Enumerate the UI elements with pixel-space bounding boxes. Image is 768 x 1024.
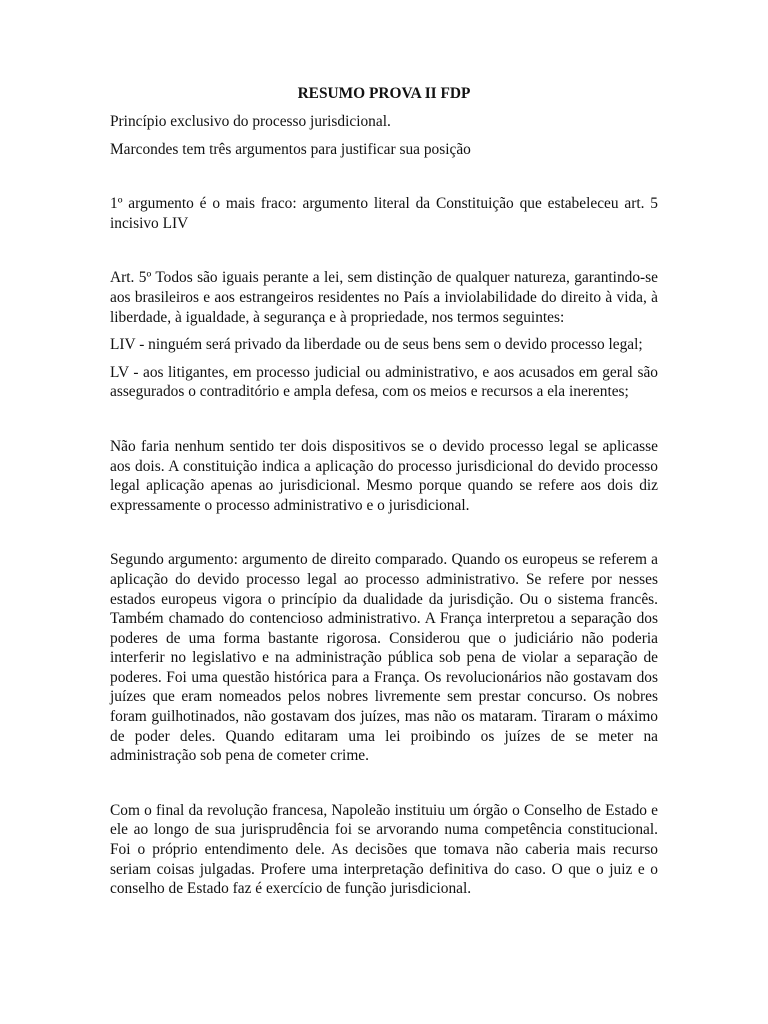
paragraph-no-sense: Não faria nenhum sentido ter dois dispositivos se o devido processo legal se aplicasse aos dois. A constituição indica a aplicação do processo jurisdicional do devido processo legal aplicação apenas ao jurisdicional. Mesmo porque quando se refere aos dois diz expressamente o processo administrativo e o jurisdicional. (110, 437, 658, 514)
paragraph-inciso-lv: LV - aos litigantes, em processo judicial ou administrativo, e aos acusados em geral são assegurados o contraditório e ampla defesa, com os meios e recursos a ela inerentes; (110, 363, 658, 401)
paragraph-second-argument: Segundo argumento: argumento de direito comparado. Quando os europeus se referem a aplicação do devido processo legal ao processo administrativo. Se refere por nesses estados europeus vigora o princípio da dualidade da jurisdição. Ou o sistema francês. Também chamado do contencioso administrativo. A França interpretou a separação dos poderes de uma forma bastante rigorosa. Considerou que o judiciário não poderia interferir no legislativo e na administração pública sob pena de violar a separação de poderes. Foi uma questão histórica para a França. Os revolucionários não gostavam dos juízes que eram nomeados pelos nobres livremente sem prestar concurso. Os nobres foram guilhotinados, não gostavam dos juízes, mas não os mataram. Tiraram o máximo de poder deles. Quando editaram uma lei proibindo os juízes de se meter na administração sob pena de cometer crime. (110, 551, 658, 765)
paragraph-napoleon: Com o final da revolução francesa, Napoleão instituiu um órgão o Conselho de Estado e ele ao longo de sua jurisprudência foi se arvorando numa competência constitucional. Foi o próprio entendimento dele. As decisões que tomava não caberia mais recurso seriam coisas julgadas. Profere uma interpretação definitiva do caso. O que o juiz e o conselho de Estado faz é exercício de função jurisdicional. (110, 801, 658, 898)
spacer (110, 233, 658, 268)
paragraph-art-5: Art. 5º Todos são iguais perante a lei, sem distinção de qualquer natureza, garantindo-se aos brasileiros e aos estrangeiros residentes no País a inviolabilidade do direito à vida, à liberdade, à igualdade, à segurança e à propriedade, nos termos seguintes: (110, 269, 658, 326)
paragraph-inciso-liv: LIV - ninguém será privado da liberdade ou de seus bens sem o devido processo legal; (110, 336, 643, 354)
paragraph-first-argument: 1º argumento é o mais fraco: argumento literal da Constituição que estabeleceu art. 5 incisivo LIV (110, 195, 658, 232)
spacer (110, 159, 658, 194)
paragraph-principle: Princípio exclusivo do processo jurisdicional. (110, 113, 391, 130)
spacer (110, 402, 658, 437)
document-title: RESUMO PROVA II FDP (297, 85, 471, 102)
spacer (110, 132, 658, 140)
spacer (110, 515, 658, 550)
spacer (110, 355, 658, 363)
paragraph-marcondes: Marcondes tem três argumentos para justificar sua posição (110, 140, 471, 158)
spacer (110, 766, 658, 801)
document-page (110, 84, 658, 899)
spacer (110, 327, 658, 335)
